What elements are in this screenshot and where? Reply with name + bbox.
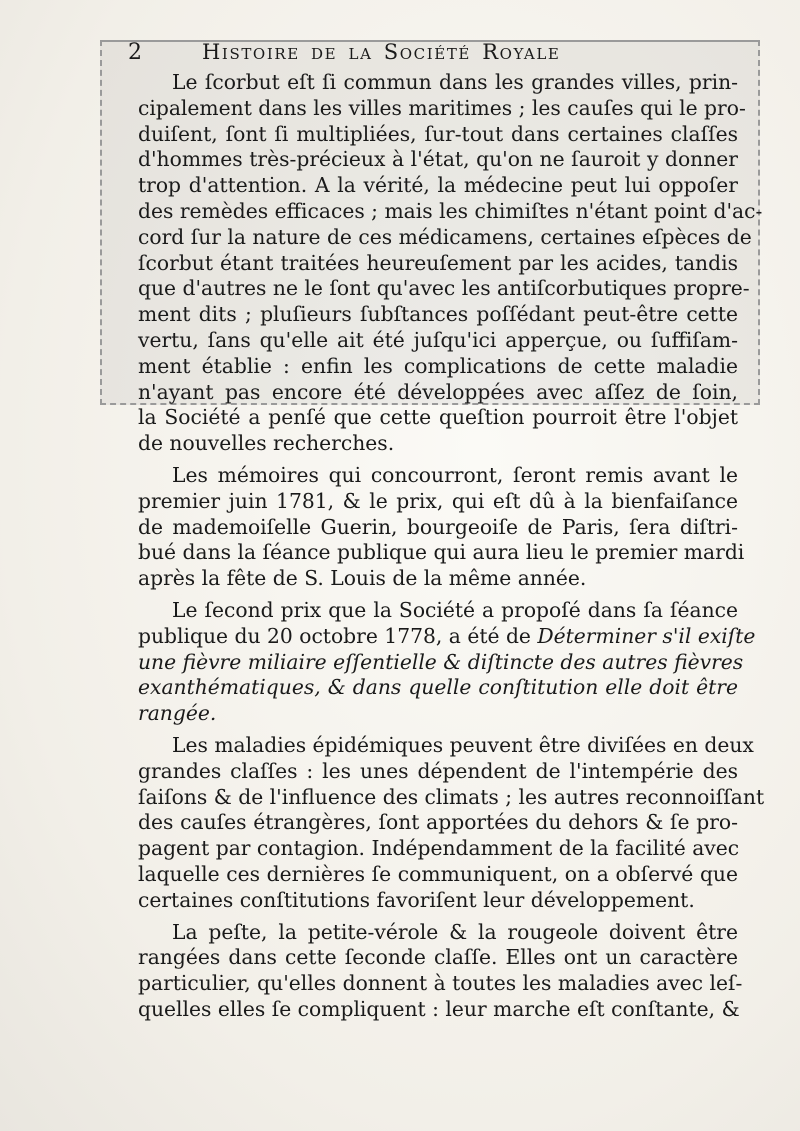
text-line: Le ſecond prix que la Société a propoſé dans ſa ſéance bbox=[172, 597, 738, 622]
text-line: ment dits ; pluſieurs ſubſtances poſſédant peut-être cette bbox=[138, 302, 738, 327]
text-line: premier juin 1781, & le prix, qui eſt dû à la bienfaiſance bbox=[138, 488, 738, 513]
text-line: cord ſur la nature de ces médicamens, certaines eſpèces de bbox=[138, 224, 752, 249]
text-line: quelles elles ſe compliquent : leur marche eſt conſtante, & bbox=[138, 996, 740, 1021]
page-number: 2 bbox=[128, 40, 143, 65]
text-line: La peſte, la petite-vérole & la rougeole doivent être bbox=[172, 919, 738, 944]
text-line: laquelle ces dernières ſe communiquent, on a obſervé que bbox=[138, 861, 738, 886]
text-line: ment établie : enfin les complications de cette maladie bbox=[138, 353, 738, 378]
text-line: publique du 20 octobre 1778, a été de Déterminer s'il exiſte bbox=[138, 623, 756, 648]
text-line: Les mémoires qui concourront, ſeront remis avant le bbox=[172, 462, 738, 487]
text-line: bué dans la ſéance publique qui aura lieu le premier mardi bbox=[138, 540, 745, 565]
text-line: Le ſcorbut eſt ſi commun dans les grandes villes, prin- bbox=[172, 70, 738, 94]
text-line: grandes claſſes : les unes dépendent de l'intempérie des bbox=[138, 758, 738, 783]
text-line: certaines conſtitutions favoriſent leur développement. bbox=[138, 887, 695, 912]
text-line: n'ayant pas encore été développées avec aſſez de ſoin, bbox=[138, 379, 738, 404]
text-line: des remèdes efficaces ; mais les chimiſtes n'étant point d'ac- bbox=[138, 198, 763, 223]
text-line: de nouvelles recherches. bbox=[138, 431, 395, 456]
text-line: duiſent, ſont ſi multipliées, ſur-tout dans certaines claſſes bbox=[138, 121, 738, 146]
text-line: Les maladies épidémiques peuvent être diviſées en deux bbox=[172, 732, 754, 757]
text-line: ſcorbut étant traitées heureuſement par les acides, tandis bbox=[138, 250, 738, 275]
text-line: particulier, qu'elles donnent à toutes les maladies avec leſ- bbox=[138, 971, 743, 996]
text-line: que d'autres ne le ſont qu'avec les antiſcorbutiques propre- bbox=[138, 276, 750, 301]
text-line: pagent par contagion. Indépendamment de la facilité avec bbox=[138, 836, 740, 861]
text-line: une fièvre miliaire eſſentielle & diſtincte des autres fièvres bbox=[138, 649, 744, 674]
text-line: de mademoiſelle Guerin, bourgeoiſe de Paris, ſera diſtri- bbox=[138, 514, 738, 539]
text-line: trop d'attention. A la vérité, la médecine peut lui oppoſer bbox=[138, 173, 738, 198]
text-line: vertu, ſans qu'elle ait été juſqu'ici apperçue, ou ſuffiſam- bbox=[138, 327, 738, 352]
text-line: des cauſes étrangères, ſont apportées du dehors & ſe pro- bbox=[138, 810, 738, 835]
text-line: cipalement dans les villes maritimes ; les cauſes qui le pro- bbox=[138, 95, 746, 120]
text-line: rangée. bbox=[138, 701, 217, 726]
italic-phrase: Déterminer s'il exiſte bbox=[537, 623, 756, 648]
running-title: Histoire de la Société Royale bbox=[202, 40, 561, 64]
text-line: après la fête de S. Louis de la même année. bbox=[138, 566, 587, 591]
text-line: d'hommes très-précieux à l'état, qu'on ne ſauroit y donner bbox=[138, 147, 738, 172]
text-line: exanthématiques, & dans quelle conſtitution elle doit être bbox=[138, 675, 738, 700]
page-header bbox=[128, 40, 758, 68]
body-text bbox=[138, 70, 765, 1023]
text-line: ſaiſons & de l'influence des climats ; les autres reconnoiſſant bbox=[138, 784, 765, 809]
text-line: rangées dans cette ſeconde claſſe. Elles ont un caractère bbox=[138, 945, 738, 970]
text-line: la Société a penſé que cette queſtion pourroit être l'objet bbox=[138, 405, 738, 430]
